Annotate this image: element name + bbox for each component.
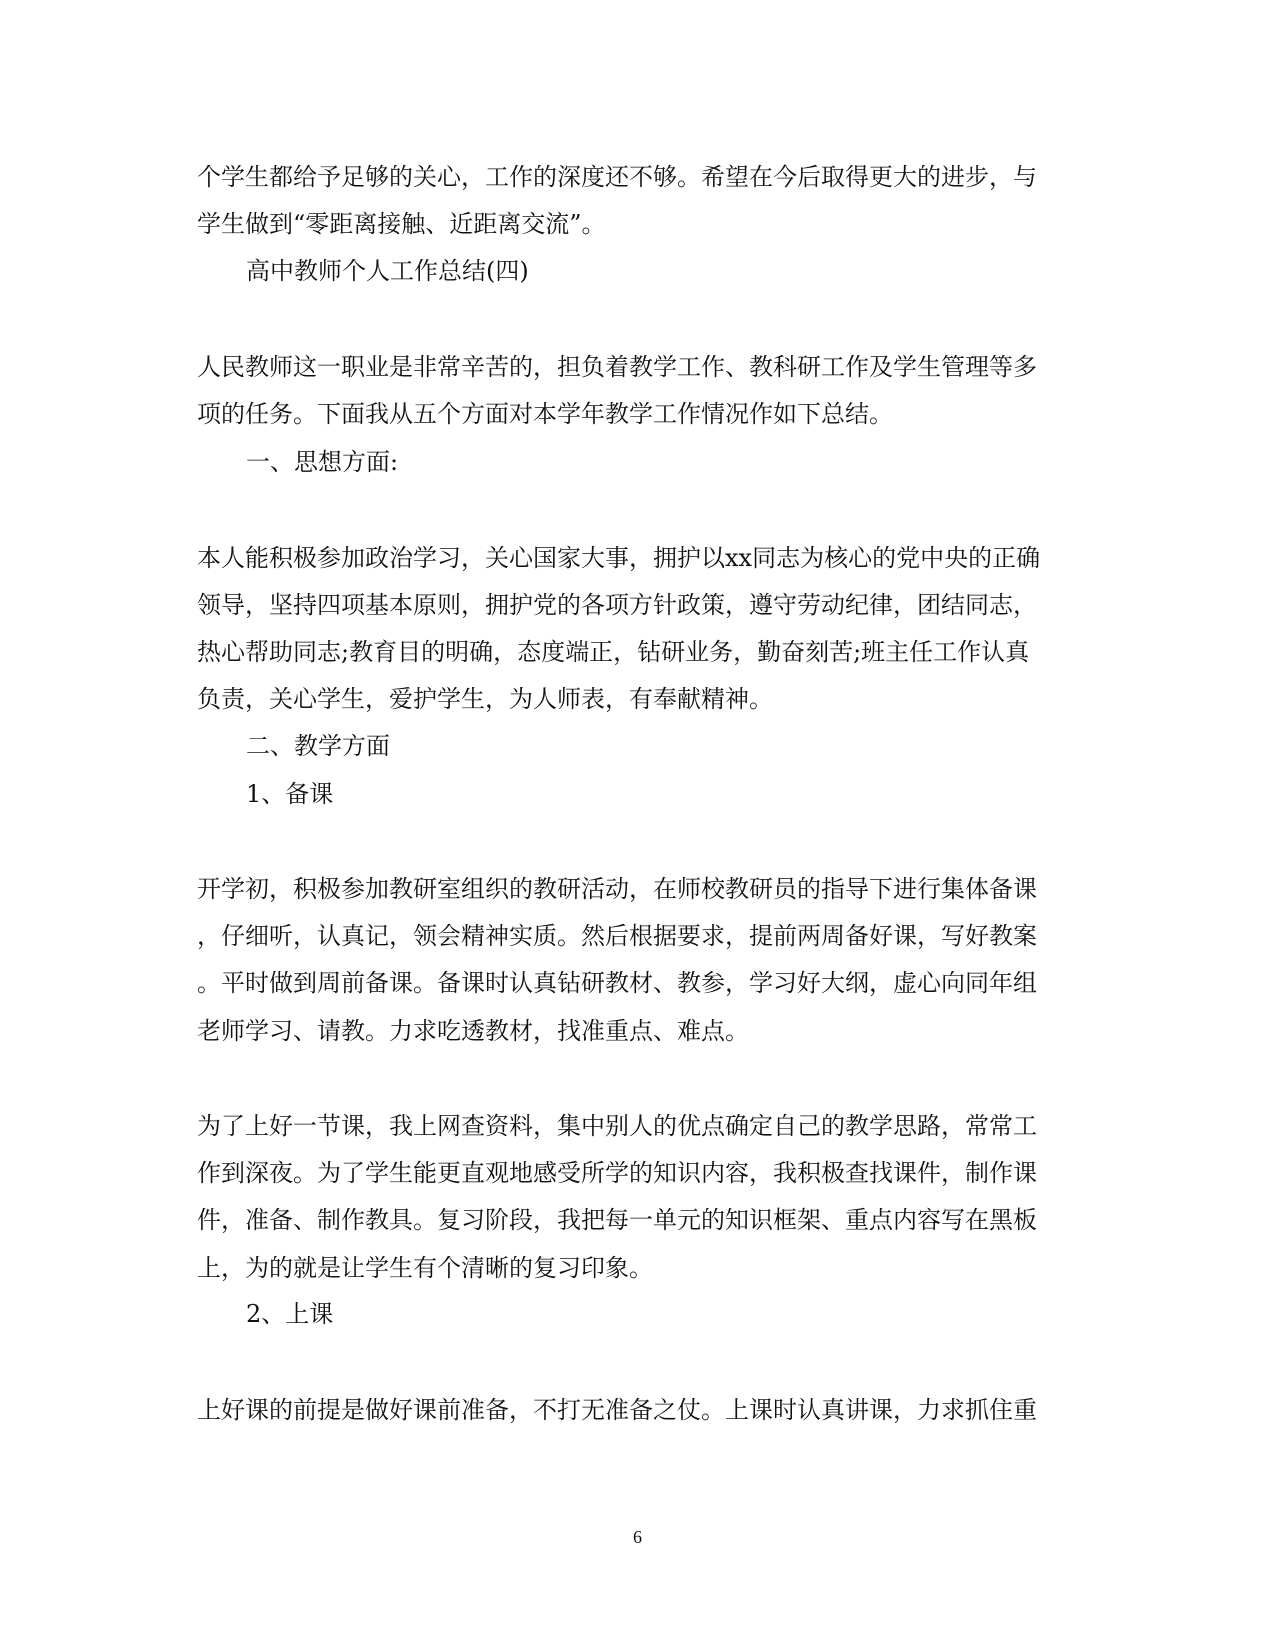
text-line: 负责，关心学生，爱护学生，为人师表，有奉献精神。 — [197, 685, 773, 713]
text-line: 领导，坚持四项基本原则，拥护党的各项方针政策，遵守劳动纪律，团结同志， — [197, 591, 1037, 619]
text-line: 本人能积极参加政治学习，关心国家大事，拥护以xx同志为核心的党中央的正确 — [197, 544, 1041, 572]
text-line: 热心帮助同志;教育目的明确，态度端正，钻研业务，勤奋刻苦;班主任工作认真 — [197, 638, 1030, 666]
subsection-heading: 1、备课 — [246, 780, 334, 808]
text-line: 老师学习、请教。力求吃透教材，找准重点、难点。 — [197, 1017, 749, 1045]
text-line: 。平时做到周前备课。备课时认真钻研教材、教参，学习好大纲，虚心向同年组 — [197, 969, 1037, 997]
page-number: 6 — [633, 1527, 642, 1547]
subsection-heading: 2、上课 — [246, 1300, 334, 1328]
text-line: 个学生都给予足够的关心，工作的深度还不够。希望在今后取得更大的进步，与 — [197, 163, 1037, 191]
section-heading: 二、教学方面 — [246, 732, 390, 760]
section-title: 高中教师个人工作总结(四) — [246, 257, 529, 285]
text-line: 为了上好一节课，我上网查资料，集中别人的优点确定自己的教学思路，常常工 — [197, 1112, 1037, 1140]
text-line: 上，为的就是让学生有个清晰的复习印象。 — [197, 1254, 653, 1282]
text-line: 学生做到“零距离接触、近距离交流”。 — [197, 210, 606, 238]
text-line: 人民教师这一职业是非常辛苦的，担负着教学工作、教科研工作及学生管理等多 — [197, 353, 1037, 381]
text-line: ，仔细听，认真记，领会精神实质。然后根据要求，提前两周备好课，写好教案 — [197, 922, 1037, 950]
text-line: 件，准备、制作教具。复习阶段，我把每一单元的知识框架、重点内容写在黑板 — [197, 1206, 1037, 1234]
text-line: 作到深夜。为了学生能更直观地感受所学的知识内容，我积极查找课件，制作课 — [197, 1159, 1037, 1187]
text-line: 开学初，积极参加教研室组织的教研活动，在师校教研员的指导下进行集体备课 — [197, 875, 1037, 903]
section-heading: 一、思想方面: — [246, 448, 399, 476]
text-line: 项的任务。下面我从五个方面对本学年教学工作情况作如下总结。 — [197, 400, 893, 428]
text-line: 上好课的前提是做好课前准备，不打无准备之仗。上课时认真讲课，力求抓住重 — [197, 1396, 1037, 1424]
